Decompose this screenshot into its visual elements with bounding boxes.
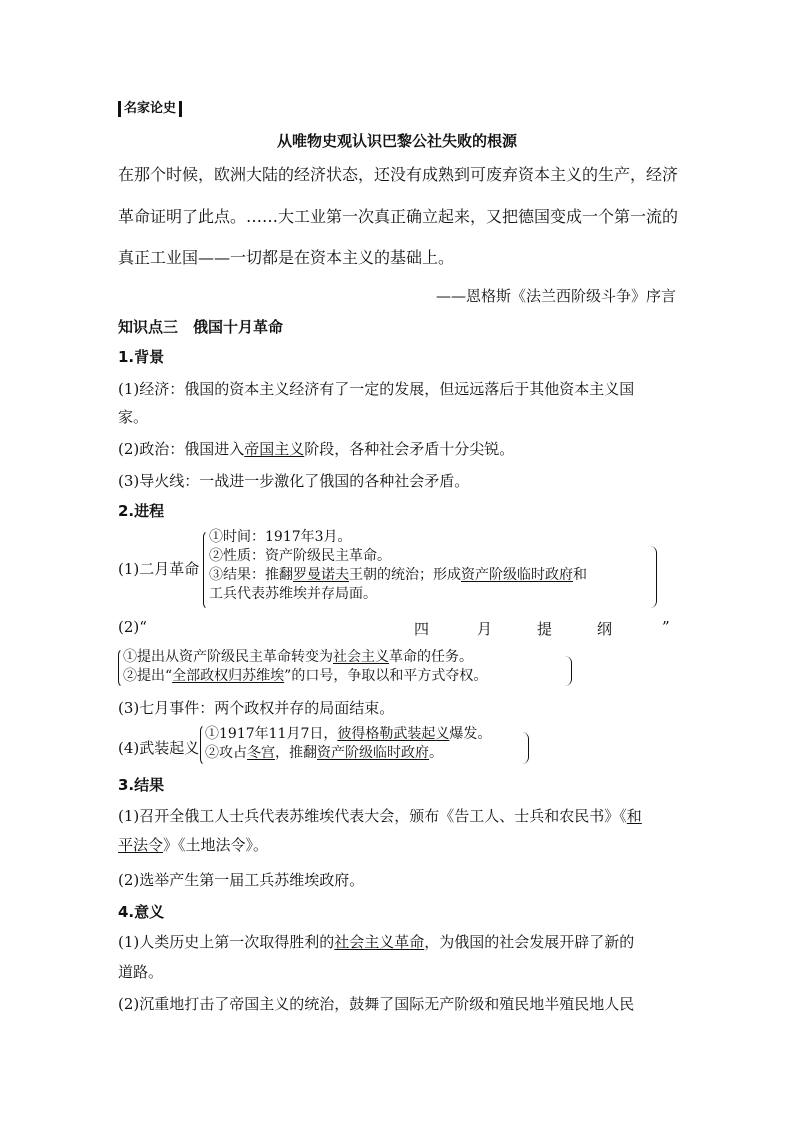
- background-politics: (2)政治：俄国进入帝国主义阶段，各种社会矛盾十分尖锐。: [118, 440, 515, 458]
- feb-nature: ②性质：资产阶级民主革命。: [209, 548, 391, 564]
- result-1-cont: 平法令》《土地法令》。: [118, 836, 269, 854]
- quote-line-1: 在那个时候，欧洲大陆的经济状态，还没有成熟到可废弃资本主义的生产，经济: [118, 165, 679, 184]
- significance-1: (1)人类历史上第一次取得胜利的社会主义革命，为俄国的社会发展开辟了新的: [118, 933, 635, 951]
- quote-line-2: 革命证明了此点。……大工业第一次真正确立起来，又把德国变成一个第一流的: [118, 207, 679, 226]
- feb-result-cont: 工兵代表苏维埃并存局面。: [209, 586, 377, 602]
- significance-1-cont: 道路。: [118, 963, 164, 981]
- armed-point-1: ①1917年11月7日，彼得格勒武装起义爆发。: [205, 726, 492, 742]
- july-event: (3)七月事件：两个政权并存的局面结束。: [118, 699, 395, 717]
- april-close-quote: ”: [662, 618, 670, 636]
- april-point-1: ①提出从资产阶级民主革命转变为社会主义革命的任务。: [123, 649, 473, 665]
- background-econ-cont: 家。: [118, 408, 149, 426]
- feb-label: (1)二月革命: [118, 560, 200, 578]
- result-1: (1)召开全俄工人士兵代表苏维埃代表大会，颁布《告工人、士兵和农民书》《和: [118, 807, 642, 825]
- background-econ: (1)经济：俄国的资本主义经济有了一定的发展，但远远落后于其他资本主义国: [118, 380, 635, 398]
- quote-title: 从唯物史观认识巴黎公社失败的根源: [276, 132, 517, 150]
- result-2: (2)选举产生第一届工兵苏维埃政府。: [118, 871, 365, 889]
- april-char-1: 四: [414, 620, 430, 638]
- april-char-2: 月: [477, 620, 493, 638]
- april-point-2: ②提出“全部政权归苏维埃”的口号，争取以和平方式夺权。: [123, 668, 488, 684]
- background-heading: 1.背景: [118, 348, 165, 366]
- quote-source: ——恩格斯《法兰西阶级斗争》序言: [435, 287, 676, 305]
- april-char-4: 纲: [597, 620, 613, 638]
- quote-line-3: 真正工业国——一切都是在资本主义的基础上。: [118, 248, 455, 267]
- armed-brace-right: [522, 732, 529, 764]
- armed-point-2: ②攻占冬宫，推翻资产阶级临时政府。: [205, 745, 443, 761]
- armed-label: (4)武装起义: [118, 739, 200, 757]
- april-char-3: 提: [537, 620, 553, 638]
- process-heading: 2.进程: [118, 502, 165, 520]
- knowledge-heading: 知识点三 俄国十月革命: [118, 318, 284, 336]
- significance-2: (2)沉重地打击了帝国主义的统治，鼓舞了国际无产阶级和殖民地半殖民地人民: [118, 995, 635, 1013]
- feb-result: ③结果：推翻罗曼诺夫王朝的统治；形成资产阶级临时政府和: [209, 567, 587, 583]
- april-label: (2)“: [118, 618, 147, 636]
- result-heading: 3.结果: [118, 776, 165, 794]
- significance-heading: 4.意义: [118, 903, 165, 921]
- april-brace-right: [565, 656, 572, 686]
- feb-time: ①时间：1917年3月。: [209, 529, 352, 545]
- feb-brace-right: [650, 546, 657, 608]
- section-tag: 名家论史: [118, 101, 182, 117]
- background-fuse: (3)导火线：一战进一步激化了俄国的各种社会矛盾。: [118, 472, 470, 490]
